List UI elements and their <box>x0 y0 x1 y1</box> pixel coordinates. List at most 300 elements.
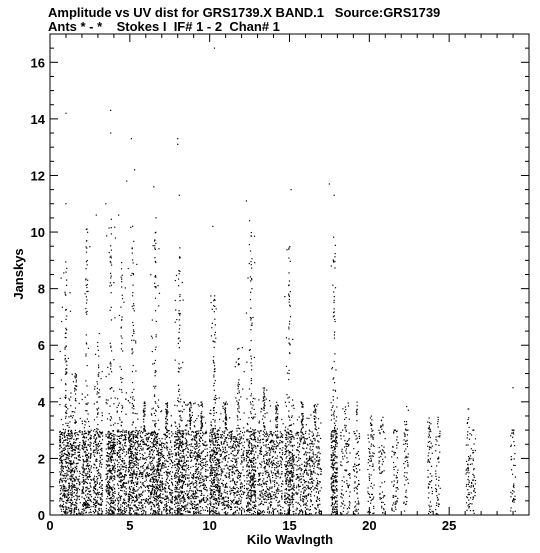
data-point <box>172 499 173 500</box>
data-point <box>96 484 97 485</box>
data-point <box>161 468 162 469</box>
data-point <box>86 468 87 469</box>
data-point <box>108 492 109 493</box>
data-point <box>156 466 157 467</box>
data-point <box>110 343 111 344</box>
data-point <box>179 444 180 445</box>
data-point <box>166 498 167 499</box>
data-point <box>210 454 211 455</box>
data-point <box>182 282 183 283</box>
data-point <box>95 488 96 489</box>
data-point <box>156 512 157 513</box>
data-point <box>180 313 181 314</box>
data-point <box>178 484 179 485</box>
data-point <box>240 490 241 491</box>
data-point <box>128 431 129 432</box>
data-point <box>177 466 178 467</box>
data-point <box>121 392 122 393</box>
data-point <box>186 455 187 456</box>
data-point <box>244 447 245 448</box>
data-point <box>117 475 118 476</box>
data-point <box>121 268 122 269</box>
data-point <box>133 487 134 488</box>
data-point <box>177 458 178 459</box>
data-point <box>110 433 111 434</box>
data-point <box>195 463 196 464</box>
data-point <box>124 503 125 504</box>
data-point <box>98 408 99 409</box>
data-point <box>177 491 178 492</box>
data-point <box>75 439 76 440</box>
data-point <box>62 470 63 471</box>
data-point <box>159 461 160 462</box>
data-point <box>233 514 234 515</box>
data-point <box>118 510 119 511</box>
data-point <box>213 374 214 375</box>
data-point <box>115 453 116 454</box>
data-point <box>87 503 88 504</box>
data-point <box>166 423 167 424</box>
data-point <box>94 486 95 487</box>
data-point <box>133 308 134 309</box>
data-point <box>190 419 191 420</box>
data-point <box>145 458 146 459</box>
data-point <box>155 386 156 387</box>
data-point <box>135 435 136 436</box>
data-point <box>198 404 199 405</box>
data-point <box>202 406 203 407</box>
data-point <box>175 300 176 301</box>
data-point <box>244 509 245 510</box>
data-point <box>68 446 69 447</box>
data-point <box>216 480 217 481</box>
data-point <box>133 325 134 326</box>
data-point <box>77 496 78 497</box>
data-point <box>85 481 86 482</box>
data-point <box>199 478 200 479</box>
data-point <box>211 474 212 475</box>
data-point <box>142 457 143 458</box>
data-point <box>113 282 114 283</box>
data-point <box>183 463 184 464</box>
data-point <box>190 450 191 451</box>
data-point <box>163 445 164 446</box>
data-point <box>141 476 142 477</box>
data-point <box>115 397 116 398</box>
data-point <box>232 502 233 503</box>
data-point <box>118 501 119 502</box>
data-point <box>181 500 182 501</box>
data-point <box>123 469 124 470</box>
data-point <box>132 259 133 260</box>
data-point <box>96 459 97 460</box>
data-point <box>132 478 133 479</box>
data-point <box>220 469 221 470</box>
data-point <box>107 470 108 471</box>
data-point <box>201 417 202 418</box>
data-point <box>158 452 159 453</box>
data-point <box>106 484 107 485</box>
data-point <box>154 438 155 439</box>
data-point <box>99 514 100 515</box>
data-point <box>86 302 87 303</box>
data-point <box>233 480 234 481</box>
data-point <box>126 392 127 393</box>
data-point <box>117 435 118 436</box>
data-point <box>234 493 235 494</box>
data-point <box>152 442 153 443</box>
data-point <box>68 507 69 508</box>
data-point <box>167 473 168 474</box>
data-point <box>121 512 122 513</box>
data-point <box>134 310 135 311</box>
data-point <box>197 490 198 491</box>
data-point <box>199 453 200 454</box>
data-point <box>145 506 146 507</box>
data-point <box>213 438 214 439</box>
data-point <box>209 413 210 414</box>
data-point <box>163 463 164 464</box>
data-point <box>115 509 116 510</box>
data-point <box>118 485 119 486</box>
data-point <box>119 495 120 496</box>
data-point <box>118 488 119 489</box>
data-point <box>150 509 151 510</box>
data-point <box>244 371 245 372</box>
data-point <box>70 476 71 477</box>
data-point <box>101 450 102 451</box>
data-point <box>179 511 180 512</box>
data-point <box>217 444 218 445</box>
data-point <box>161 454 162 455</box>
data-point <box>226 506 227 507</box>
data-point <box>132 475 133 476</box>
data-point <box>136 471 137 472</box>
data-point <box>98 446 99 447</box>
data-point <box>160 480 161 481</box>
data-point <box>89 465 90 466</box>
data-point <box>238 445 239 446</box>
data-point <box>99 445 100 446</box>
data-point <box>177 432 178 433</box>
data-point <box>207 470 208 471</box>
data-point <box>198 473 199 474</box>
data-point <box>157 490 158 491</box>
data-point <box>85 397 86 398</box>
data-point <box>227 445 228 446</box>
data-point <box>101 513 102 514</box>
data-point <box>125 442 126 443</box>
data-point <box>71 430 72 431</box>
data-point <box>187 405 188 406</box>
data-point <box>155 360 156 361</box>
data-point <box>90 487 91 488</box>
data-point <box>227 493 228 494</box>
data-point <box>178 285 179 286</box>
data-point <box>111 350 112 351</box>
data-point <box>86 507 87 508</box>
data-point <box>200 480 201 481</box>
data-point <box>106 403 107 404</box>
data-point <box>65 333 66 334</box>
data-point <box>195 487 196 488</box>
data-point <box>196 435 197 436</box>
data-point <box>161 451 162 452</box>
data-point <box>189 477 190 478</box>
data-point <box>75 495 76 496</box>
data-point <box>216 308 217 309</box>
data-point <box>68 467 69 468</box>
data-point <box>97 433 98 434</box>
data-point <box>132 226 133 227</box>
data-point <box>222 406 223 407</box>
data-point <box>159 500 160 501</box>
data-point <box>102 496 103 497</box>
data-point <box>59 446 60 447</box>
data-point <box>72 411 73 412</box>
data-point <box>96 430 97 431</box>
data-point <box>135 342 136 343</box>
data-point <box>187 510 188 511</box>
data-point <box>126 488 127 489</box>
data-point <box>192 438 193 439</box>
data-point <box>144 503 145 504</box>
data-point <box>224 492 225 493</box>
data-point <box>148 491 149 492</box>
data-point <box>239 446 240 447</box>
data-point <box>88 421 89 422</box>
data-point <box>242 486 243 487</box>
data-point <box>155 498 156 499</box>
data-point <box>203 485 204 486</box>
data-point <box>59 436 60 437</box>
data-point <box>205 456 206 457</box>
data-point <box>99 389 100 390</box>
data-point <box>151 486 152 487</box>
data-point <box>114 504 115 505</box>
data-point <box>153 451 154 452</box>
data-point <box>146 457 147 458</box>
data-point <box>176 503 177 504</box>
data-point <box>218 498 219 499</box>
data-point <box>65 423 66 424</box>
data-point <box>145 431 146 432</box>
data-point <box>227 461 228 462</box>
data-point <box>102 439 103 440</box>
data-point <box>110 425 111 426</box>
data-point <box>118 405 119 406</box>
data-point <box>132 392 133 393</box>
data-point <box>106 455 107 456</box>
data-point <box>198 443 199 444</box>
data-point <box>121 277 122 278</box>
data-point <box>225 422 226 423</box>
data-point <box>101 494 102 495</box>
data-point <box>85 278 86 279</box>
data-point <box>153 486 154 487</box>
data-point <box>213 362 214 363</box>
data-point <box>148 445 149 446</box>
data-point <box>136 462 137 463</box>
data-point <box>209 480 210 481</box>
data-point <box>185 438 186 439</box>
data-point <box>166 437 167 438</box>
data-point <box>238 450 239 451</box>
data-point <box>130 451 131 452</box>
data-point <box>90 485 91 486</box>
data-point <box>202 479 203 480</box>
data-point <box>64 486 65 487</box>
data-point <box>59 462 60 463</box>
data-point <box>212 435 213 436</box>
data-point <box>162 498 163 499</box>
data-point <box>69 421 70 422</box>
data-point <box>64 433 65 434</box>
data-point <box>146 475 147 476</box>
data-point <box>102 459 103 460</box>
data-point <box>238 513 239 514</box>
data-point <box>177 400 178 401</box>
data-point <box>233 438 234 439</box>
data-point <box>204 449 205 450</box>
data-point <box>95 506 96 507</box>
data-point <box>178 467 179 468</box>
data-point <box>120 438 121 439</box>
data-point <box>75 377 76 378</box>
data-point <box>156 442 157 443</box>
data-point <box>120 443 121 444</box>
chart-title-line-2: Ants * - * Stokes I IF# 1 - 2 Chan# 1 <box>48 19 280 34</box>
data-point <box>180 457 181 458</box>
data-point <box>152 469 153 470</box>
data-point <box>141 502 142 503</box>
data-point <box>217 442 218 443</box>
data-point <box>70 480 71 481</box>
data-point <box>229 472 230 473</box>
data-point <box>82 399 83 400</box>
data-point <box>213 376 214 377</box>
data-point <box>71 485 72 486</box>
data-point <box>141 514 142 515</box>
data-point <box>234 481 235 482</box>
data-point <box>157 507 158 508</box>
data-point <box>224 489 225 490</box>
data-point <box>184 481 185 482</box>
data-point <box>192 496 193 497</box>
data-point <box>85 504 86 505</box>
data-point <box>152 484 153 485</box>
data-point <box>181 446 182 447</box>
data-point <box>238 451 239 452</box>
data-point <box>239 509 240 510</box>
data-point <box>66 435 67 436</box>
data-point <box>158 488 159 489</box>
data-point <box>166 416 167 417</box>
data-point <box>160 502 161 503</box>
data-point <box>213 399 214 400</box>
data-point <box>59 404 60 405</box>
data-point <box>225 437 226 438</box>
data-point <box>119 466 120 467</box>
data-point <box>232 451 233 452</box>
data-point <box>61 480 62 481</box>
data-point <box>162 487 163 488</box>
data-point <box>77 497 78 498</box>
data-point <box>203 444 204 445</box>
data-point <box>114 476 115 477</box>
data-point <box>215 476 216 477</box>
data-point <box>171 490 172 491</box>
data-point <box>170 500 171 501</box>
data-point <box>70 466 71 467</box>
data-point <box>81 482 82 483</box>
data-point <box>218 512 219 513</box>
data-point <box>155 249 156 250</box>
data-point <box>106 448 107 449</box>
data-point <box>65 355 66 356</box>
data-point <box>93 467 94 468</box>
data-point <box>197 445 198 446</box>
data-point <box>237 442 238 443</box>
data-point <box>139 459 140 460</box>
data-point <box>60 445 61 446</box>
data-point <box>108 443 109 444</box>
data-point <box>85 479 86 480</box>
data-point <box>198 471 199 472</box>
data-point <box>195 504 196 505</box>
data-point <box>65 429 66 430</box>
data-point <box>145 475 146 476</box>
data-point <box>215 513 216 514</box>
data-point <box>60 474 61 475</box>
data-point <box>179 495 180 496</box>
data-point <box>134 496 135 497</box>
data-point <box>211 510 212 511</box>
data-point <box>223 484 224 485</box>
data-point <box>117 471 118 472</box>
data-point <box>60 460 61 461</box>
data-point <box>132 398 133 399</box>
data-point <box>149 485 150 486</box>
data-point <box>111 398 112 399</box>
data-point <box>182 437 183 438</box>
data-point <box>160 493 161 494</box>
data-point <box>155 440 156 441</box>
data-point <box>228 500 229 501</box>
data-point <box>137 507 138 508</box>
data-point <box>68 430 69 431</box>
data-point <box>148 433 149 434</box>
data-point <box>238 473 239 474</box>
data-point <box>201 453 202 454</box>
data-point <box>87 473 88 474</box>
data-point <box>167 461 168 462</box>
data-point <box>143 429 144 430</box>
data-point <box>61 499 62 500</box>
data-point <box>122 483 123 484</box>
data-point <box>110 461 111 462</box>
data-point <box>69 441 70 442</box>
data-point <box>65 293 66 294</box>
data-point <box>210 493 211 494</box>
data-point <box>214 421 215 422</box>
data-point <box>226 418 227 419</box>
data-point <box>118 497 119 498</box>
data-point <box>215 380 216 381</box>
data-point <box>68 492 69 493</box>
data-point <box>236 487 237 488</box>
data-point <box>174 489 175 490</box>
